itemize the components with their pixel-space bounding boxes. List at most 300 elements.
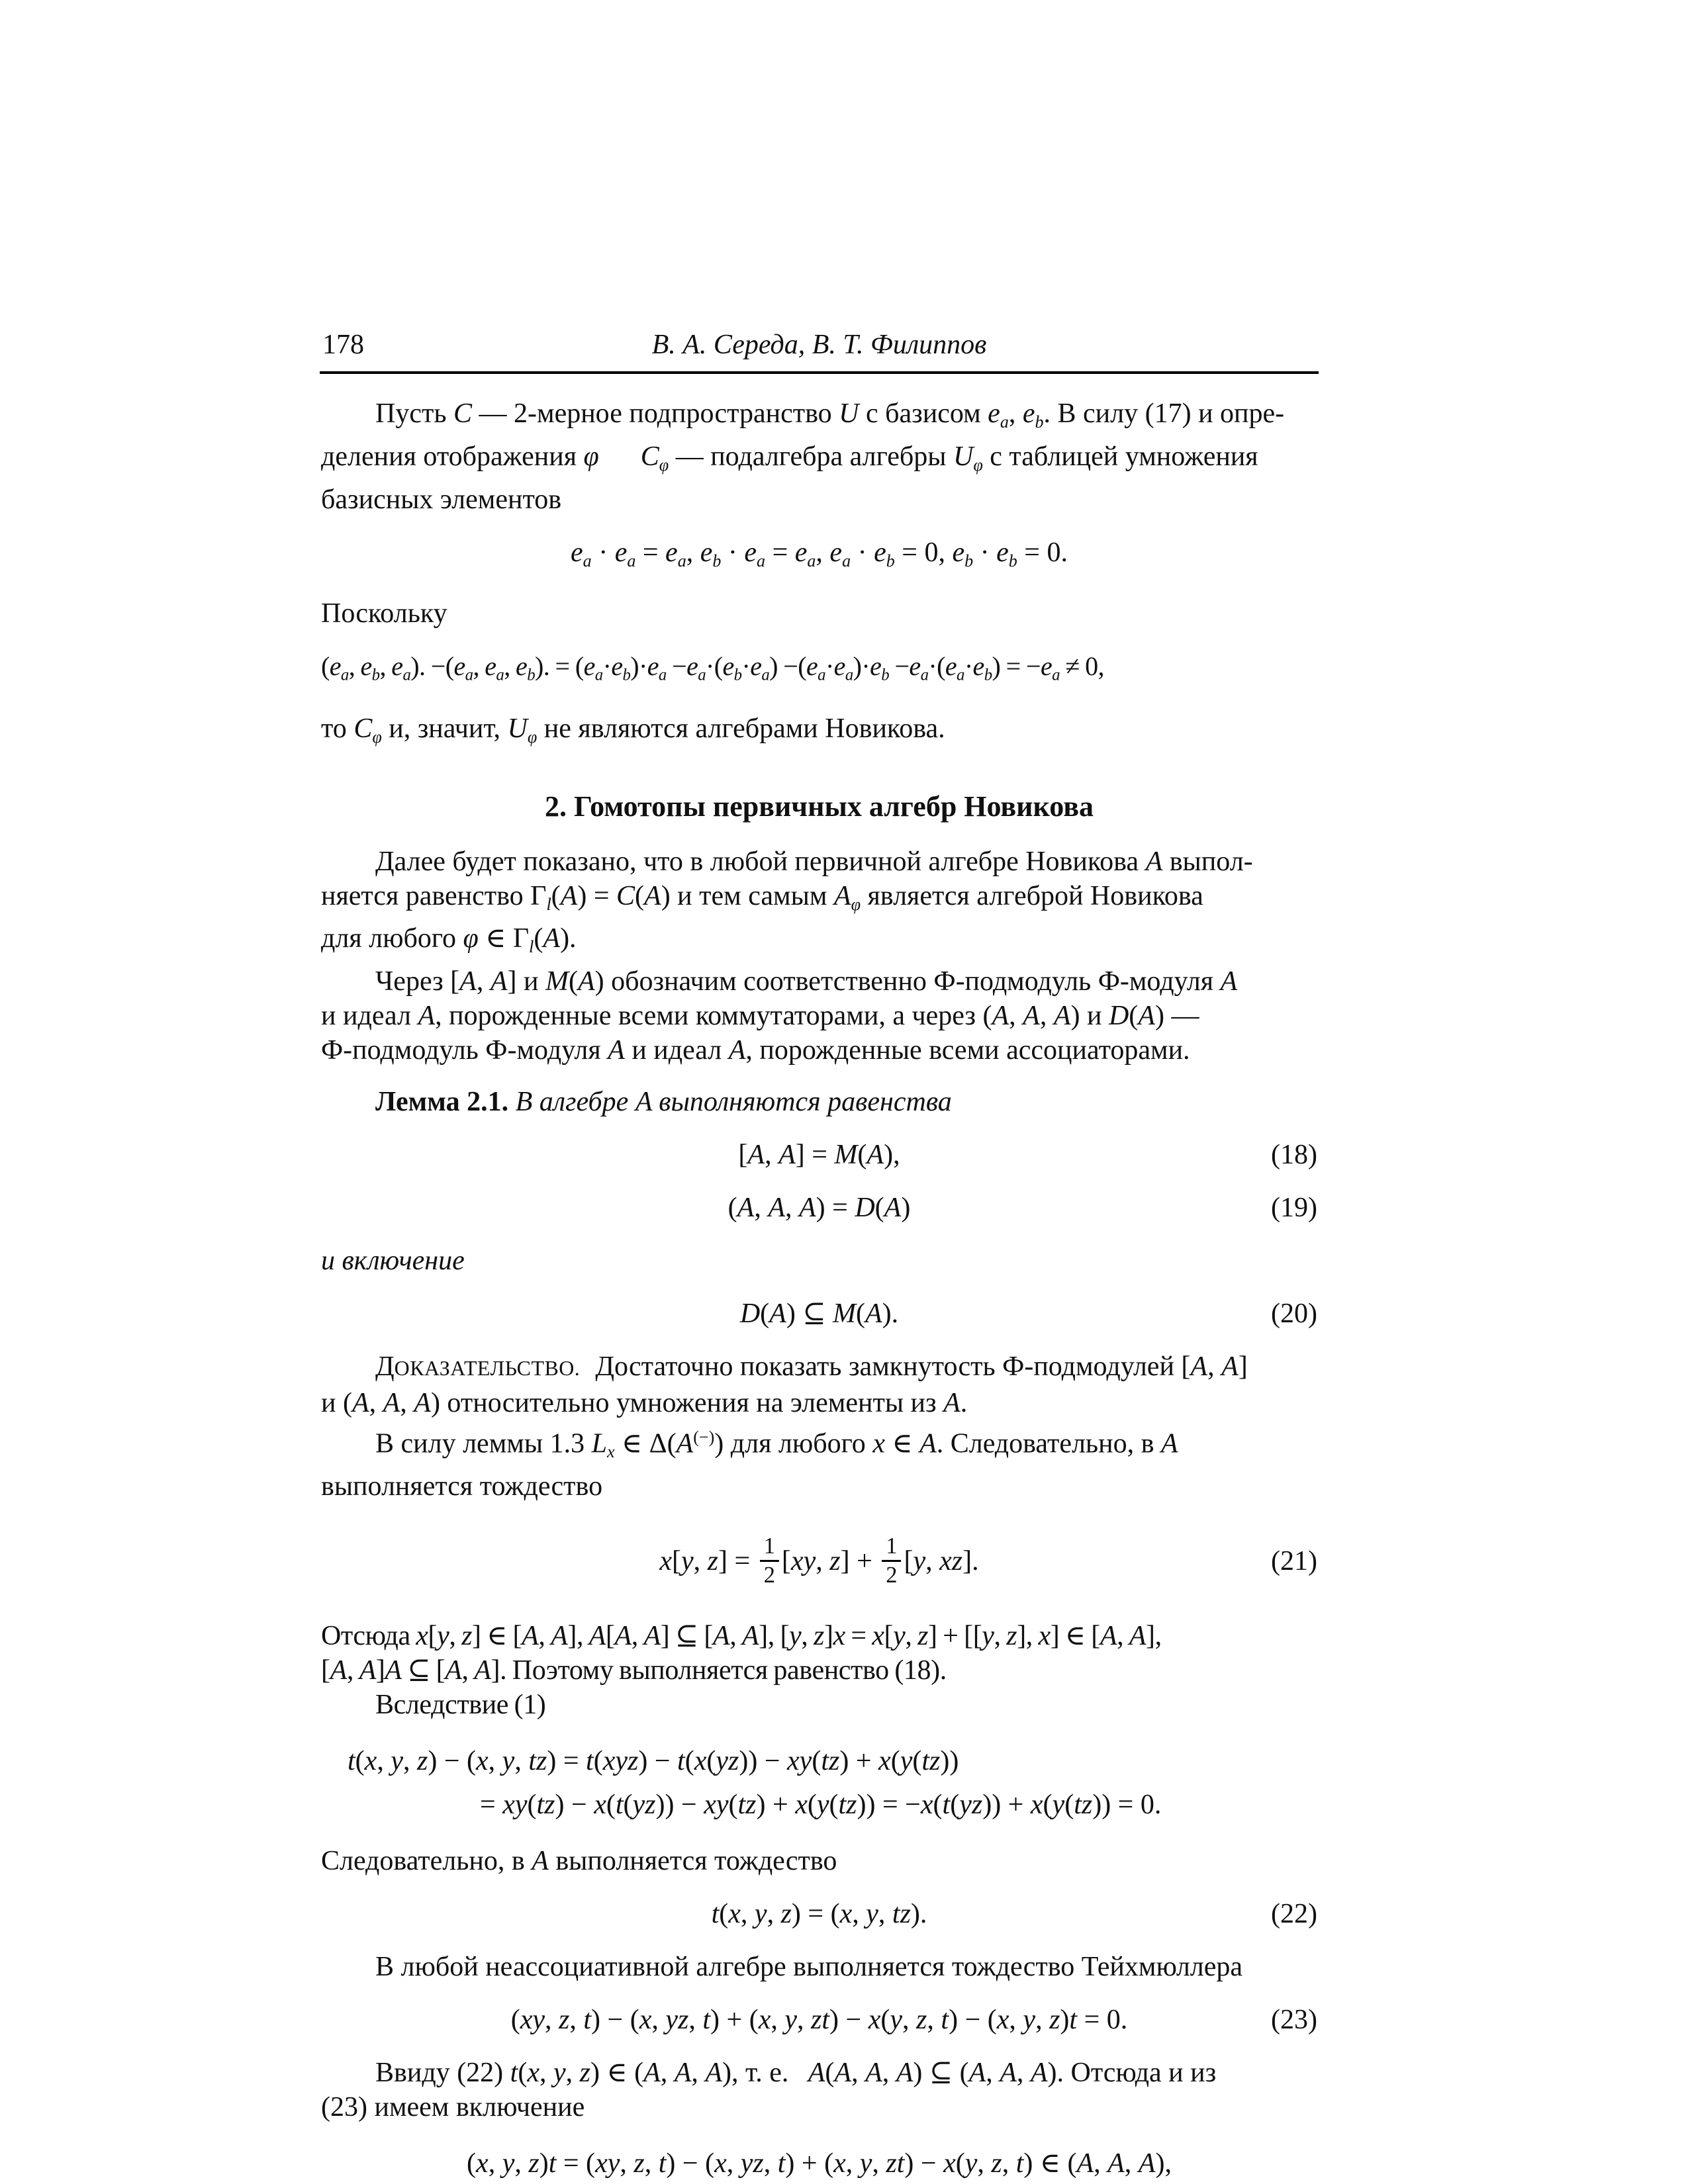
text-run: x	[364, 1746, 377, 1777]
text-run: выполняются равенства	[651, 1087, 952, 1118]
text-line: (x, y, z)t = (xy, z, t) − (x, yz, t) + (x, y, zt) − x(y, z, t) ∈ (A, A, A),	[467, 2148, 1172, 2179]
text-run: x	[872, 1621, 884, 1652]
text-run: yz	[632, 1790, 656, 1821]
text-run: x	[694, 1746, 707, 1777]
text-run: e	[453, 651, 465, 682]
text-run: y	[784, 2005, 798, 2036]
equation-body: x[y, z] = $\frac{1}{2}$ [xy, z] + $\frac{1}{2}$ [y, xz].	[659, 1533, 979, 1588]
text-run: M	[545, 966, 569, 997]
text-run: b	[984, 666, 992, 684]
page-number: 178	[322, 330, 364, 360]
text-run: e	[794, 537, 808, 568]
text-run: A	[769, 1298, 786, 1330]
text-run: A	[896, 2058, 914, 2089]
text-run: e	[722, 651, 734, 682]
display-equation	[321, 1525, 1317, 1598]
text-run: y	[816, 1790, 829, 1821]
text-run: e	[952, 537, 965, 568]
equation-number: (18)	[1271, 1140, 1317, 1171]
text-run: U	[507, 713, 528, 744]
paragraph	[321, 396, 1317, 517]
text-run: x	[639, 2005, 652, 2036]
text-run: A	[644, 880, 661, 911]
text-run: A	[768, 1193, 785, 1224]
text-run: b	[371, 666, 380, 684]
text-run: z	[829, 1546, 841, 1577]
text-run: x	[943, 2148, 956, 2179]
text-run: z	[917, 1621, 929, 1652]
text-run: φ	[463, 923, 479, 954]
text-run: A	[798, 1193, 816, 1224]
text-run: a	[465, 666, 473, 684]
text-run: y	[964, 2148, 978, 2179]
fraction	[760, 1534, 779, 1588]
equation-number: (19)	[1271, 1193, 1317, 1224]
text-run: e	[329, 651, 341, 682]
text-run: e	[571, 537, 583, 568]
text-run: yz	[740, 2148, 764, 2179]
text-run: A	[865, 2058, 882, 2089]
text-run: zt	[886, 2148, 905, 2179]
text-run: x	[659, 1546, 672, 1577]
equation-number: (21)	[1271, 1546, 1317, 1577]
paragraph	[321, 1244, 1317, 1278]
text-run: A	[459, 966, 477, 997]
text-run: a	[1000, 412, 1009, 432]
text-run: A	[943, 1388, 961, 1419]
text-run: z	[416, 1746, 428, 1777]
text-run: t	[548, 2148, 557, 2179]
text-run: e	[516, 651, 528, 682]
text-line: Пусть C — 2-мерное подпространство U с базисом ea, eb. В силу (17) и опре-	[375, 398, 1285, 432]
text-run: a	[920, 666, 929, 684]
text-run: e	[972, 651, 984, 682]
text-run: D	[739, 1298, 761, 1330]
text-line	[321, 1244, 1317, 1278]
text-run: b	[1035, 412, 1044, 432]
text-run: a	[842, 551, 851, 570]
text-line: базисных элементов	[321, 484, 562, 515]
text-run: xyz	[602, 1746, 639, 1777]
text-run: A	[418, 1001, 436, 1032]
text-run: a	[818, 666, 825, 684]
text-run: M	[834, 1140, 858, 1171]
text-run: a	[658, 666, 667, 684]
fraction-denominator: 2	[886, 1563, 898, 1588]
text-run: z	[559, 2005, 570, 2036]
text-run: zt	[811, 2005, 830, 2036]
text-run: yz	[665, 2005, 689, 2036]
text-line: то Cφ и, значит, Uφ не являются алгебрами Новикова.	[321, 713, 945, 747]
fraction	[882, 1534, 901, 1588]
article-content	[321, 396, 1317, 2184]
text-run: l	[546, 894, 551, 914]
equation-body: D(A) ⊆ M(A).	[739, 1298, 899, 1330]
text-run: tz	[821, 1746, 840, 1777]
text-run: t	[1069, 2005, 1078, 2036]
text-run: C	[616, 880, 635, 911]
equation-body: [A, A] = M(A),	[738, 1140, 900, 1171]
text-run: e	[614, 537, 628, 568]
text-run: t	[711, 1899, 720, 1930]
text-run: C	[453, 398, 472, 429]
text-run: U	[839, 398, 859, 429]
equation-body: (ea, eb, ea). −(ea, ea, eb). = (ea·eb)·ea −ea·(eb·ea) −(ea·ea)·eb −ea·(ea·eb) = −ea ≠ 0,	[321, 651, 1104, 684]
text-run: b	[712, 551, 722, 570]
text-run: A	[833, 880, 851, 911]
text-run: U	[953, 441, 974, 472]
text-run: A	[737, 1193, 755, 1224]
text-run: y	[754, 1899, 767, 1930]
text-run: e	[665, 537, 678, 568]
text-run: e	[744, 537, 757, 568]
display-equation	[321, 2003, 1317, 2037]
text-run: A	[330, 1655, 347, 1686]
display-equation	[321, 535, 1317, 578]
text-run: x	[416, 1621, 428, 1652]
text-run: A	[1221, 1351, 1239, 1383]
section-heading: 2. Гомотопы первичных алгебр Новикова	[545, 790, 1094, 823]
text-line: Ф-подмодуль Ф-модуля A и идеал A, порожденные всеми ассоциаторами.	[321, 1035, 1190, 1066]
text-run: y	[1052, 1790, 1065, 1821]
text-line: Далее будет показано, что в любой первичной алгебре Новикова A выпол-	[375, 846, 1253, 877]
text-run: tz	[536, 1790, 555, 1821]
paragraph	[321, 844, 1317, 965]
text-run: A	[445, 1655, 462, 1686]
text-run: z	[916, 2005, 927, 2036]
text-run: A	[1053, 1001, 1071, 1032]
text-run: t	[941, 2005, 949, 2036]
text-run: A	[474, 1655, 491, 1686]
text-run: z	[633, 2148, 645, 2179]
text-run: x	[476, 2148, 489, 2179]
text-run: xy	[790, 1546, 816, 1577]
text-run: A	[1138, 1001, 1155, 1032]
text-run: C	[640, 441, 659, 472]
text-run: t	[348, 1746, 355, 1777]
text-run: A	[741, 1621, 759, 1652]
text-run: A	[352, 1388, 369, 1419]
fraction-denominator: 2	[763, 1563, 775, 1588]
text-run: A	[532, 1846, 549, 1877]
text-run: A	[385, 1655, 402, 1686]
display-equation	[321, 1191, 1317, 1225]
text-run: y	[982, 1621, 994, 1652]
text-run: yz	[716, 1746, 739, 1777]
text-run: yz	[959, 1790, 983, 1821]
text-run: A	[588, 1621, 606, 1652]
text-run: b	[1008, 551, 1017, 570]
text-line: выполняется тождество	[321, 1471, 603, 1502]
text-run: φ	[372, 727, 382, 747]
text-run: tz	[838, 1790, 857, 1821]
text-run: a	[757, 551, 766, 570]
text-run: e	[391, 651, 403, 682]
text-run: A	[635, 1087, 652, 1118]
text-run: a	[340, 666, 349, 684]
text-run: z	[461, 1621, 473, 1652]
text-run: l	[529, 937, 534, 957]
text-run: z	[1006, 1621, 1017, 1652]
paragraph	[321, 596, 1317, 631]
text-line: няется равенство Γl(A) = C(A) и тем самым Aφ является алгеброй Новикова	[321, 880, 1203, 914]
text-run: x	[1038, 1621, 1051, 1652]
text-line: В любой неассоциативной алгебре выполняется тождество Тейхмюллера	[375, 1952, 1243, 1983]
text-run: A	[614, 1621, 632, 1652]
text-run: A	[867, 1140, 884, 1171]
text-run: A	[1000, 2058, 1017, 2089]
text-run: xy	[595, 2148, 620, 2179]
text-run: b	[881, 666, 890, 684]
text-run: xz	[939, 1546, 963, 1577]
text-run: x	[476, 1746, 489, 1777]
text-run: tz	[1074, 1790, 1093, 1821]
text-line: Через [A, A] и M(A) обозначим соответственно Ф-подмодуль Ф-модуля A	[375, 966, 1238, 997]
display-equation	[321, 1138, 1317, 1172]
text-run: e	[833, 651, 845, 682]
text-run: ОКАЗАТЕЛЬСТВО.	[394, 1357, 581, 1381]
text-run: t	[510, 2058, 518, 2089]
text-run: A	[383, 1388, 400, 1419]
text-run: A	[747, 1140, 765, 1171]
equation-number: (23)	[1271, 2005, 1317, 2036]
text-run: x	[527, 2058, 539, 2089]
text-run: A	[676, 1428, 694, 1459]
text-run: t	[677, 1746, 685, 1777]
text-run: y	[391, 1746, 403, 1777]
text-run: y	[681, 1546, 694, 1577]
text-run: A	[1145, 846, 1163, 877]
text-run: M	[833, 1298, 857, 1330]
text-run: x	[728, 1899, 741, 1930]
text-run: A	[577, 966, 595, 997]
text-run: a	[1052, 666, 1060, 684]
paragraph	[321, 1950, 1317, 1984]
text-run: y	[893, 1621, 906, 1652]
text-run: t	[658, 2148, 667, 2179]
text-run: (−)	[693, 1428, 715, 1447]
text-run: y	[866, 1899, 878, 1930]
text-run: A	[522, 1621, 539, 1652]
text-run: A	[1129, 1621, 1147, 1652]
text-run: e	[806, 651, 818, 682]
text-run: A	[674, 2058, 692, 2089]
text-run: xy	[502, 1790, 528, 1821]
paragraph	[321, 1844, 1317, 1878]
text-run: A	[560, 880, 578, 911]
text-run: A	[865, 1298, 882, 1330]
text-run: A	[414, 1388, 431, 1419]
text-run: A	[778, 1140, 796, 1171]
text-run: A	[1023, 1001, 1040, 1032]
text-run: y	[789, 1621, 802, 1652]
text-run: A	[728, 1035, 746, 1066]
paragraph	[321, 711, 1317, 754]
text-run: e	[360, 651, 372, 682]
display-equation	[321, 1297, 1317, 1331]
text-run: b	[622, 666, 631, 684]
text-run: A	[1160, 1428, 1178, 1459]
text-run: A	[919, 1428, 937, 1459]
text-run: φ	[851, 894, 861, 914]
text-run: φ	[973, 455, 983, 475]
text-run: t	[942, 1790, 951, 1821]
equation-body: t(x, y, z) = (x, y, tz).	[711, 1899, 927, 1930]
text-run: y	[502, 2148, 515, 2179]
text-run: tz	[737, 1790, 757, 1821]
text-run: A	[1220, 966, 1238, 997]
text-run: x	[868, 2005, 881, 2036]
text-run: и включение	[321, 1246, 465, 1277]
text-run: Лемма 2.1.	[375, 1087, 509, 1118]
text-line: В силу леммы 1.3 Lx ∈ Δ(A(−)) для любого x ∈ A. Следовательно, в A	[375, 1428, 1178, 1462]
text-run: b	[527, 666, 535, 684]
paragraph	[321, 964, 1317, 1068]
text-run: e	[750, 651, 762, 682]
text-run: A	[359, 1655, 376, 1686]
text-run: tz	[921, 1746, 941, 1777]
text-run: L	[591, 1428, 607, 1459]
text-run: φ	[583, 441, 599, 472]
text-run: A	[1030, 2058, 1048, 2089]
text-run: e	[1022, 398, 1035, 429]
text-run: y	[900, 1746, 913, 1777]
text-run: z	[1049, 2005, 1060, 2036]
text-line: Поскольку	[321, 598, 447, 629]
text-line: для любого φ ∈ Γl(A).	[321, 923, 577, 957]
text-run: y	[913, 1546, 926, 1577]
text-run: A	[992, 1001, 1009, 1032]
running-head-authors: В. А. Середа, В. Т. Филиппов	[651, 330, 987, 360]
paragraph	[321, 1085, 1317, 1119]
display-block	[321, 2142, 1317, 2184]
text-run: t	[702, 2005, 711, 2036]
text-run: φ	[659, 455, 669, 475]
page-header	[321, 329, 1317, 365]
text-run: e	[829, 537, 843, 568]
text-line: (23) имеем включение	[321, 2092, 585, 2123]
text-run: e	[686, 651, 698, 682]
text-run: A	[1100, 1621, 1117, 1652]
text-run: x	[878, 1746, 891, 1777]
text-line: деления отображения φ Cφ — подалгебра алгебры Uφ с таблицей умножения	[321, 441, 1258, 475]
text-run: a	[402, 666, 411, 684]
text-run: x	[758, 2005, 771, 2036]
text-run: x	[1030, 1790, 1043, 1821]
text-run: x	[996, 2005, 1009, 2036]
text-run: z	[707, 1546, 719, 1577]
text-run: z	[528, 2148, 539, 2179]
text-line: и идеал A, порожденные всеми коммутаторами, а через (A, A, A) и D(A) —	[321, 1001, 1199, 1032]
text-run: e	[485, 651, 496, 682]
text-run: xy	[787, 1746, 812, 1777]
text-run: A	[1107, 2148, 1125, 2179]
text-run: x	[839, 1899, 853, 1930]
text-run: y	[890, 2005, 903, 2036]
text-run: A	[884, 1193, 902, 1224]
text-run: t	[583, 2005, 592, 2036]
text-run: x	[714, 2148, 727, 2179]
text-run: A	[1190, 1351, 1208, 1383]
text-run: e	[1040, 651, 1053, 682]
display-equation	[321, 1897, 1317, 1931]
text-run: A	[608, 1035, 625, 1066]
text-run: e	[909, 651, 921, 682]
equation-number: (22)	[1271, 1899, 1317, 1930]
equation-number: (20)	[1271, 1298, 1317, 1330]
equation-body: (A, A, A) = D(A)	[727, 1193, 911, 1224]
text-run: x	[872, 1428, 885, 1459]
text-run: tz	[528, 1746, 547, 1777]
text-run: A	[643, 2058, 661, 2089]
text-line	[375, 1085, 1317, 1119]
text-run: x	[795, 1790, 808, 1821]
text-run: a	[761, 666, 770, 684]
text-run: В алгебре	[508, 1087, 635, 1118]
text-run: x	[594, 1790, 606, 1821]
text-run: y	[1023, 2005, 1036, 2036]
text-run: e	[874, 537, 886, 568]
text-run: xy	[704, 1790, 729, 1821]
text-run: e	[870, 651, 882, 682]
text-run: A	[705, 2058, 723, 2089]
text-run: x	[833, 1621, 845, 1652]
text-run: e	[583, 651, 595, 682]
paragraph	[321, 1619, 1317, 1722]
text-line: Отсюда x[y, z] ∈ [A, A], A[A, A] ⊆ [A, A], [y, z]x = x[y, z] + [[y, z], x] ∈ [A, A],	[321, 1621, 1162, 1652]
paragraph	[321, 1349, 1317, 1420]
text-line: Вследствие (1)	[375, 1690, 546, 1721]
text-run: a	[698, 666, 706, 684]
text-run: a	[957, 666, 964, 684]
text-line: [A, A]A ⊆ [A, A]. Поэтому выполняется равенство (18).	[321, 1655, 947, 1686]
fraction-numerator: 1	[760, 1534, 779, 1562]
text-run: e	[996, 537, 1009, 568]
header-rule	[320, 371, 1319, 374]
text-run: A	[968, 2058, 986, 2089]
text-run: a	[496, 666, 504, 684]
text-run: A	[490, 966, 508, 997]
equation-body: (xy, z, t) − (x, yz, t) + (x, y, zt) − x(y, z, t) − (x, y, z)t = 0.	[510, 2005, 1128, 2036]
paragraph	[321, 2056, 1317, 2124]
text-run: e	[647, 651, 659, 682]
text-run: a	[594, 666, 603, 684]
text-run: y	[553, 2058, 566, 2089]
text-line: Следовательно, в A выполняется тождество	[321, 1846, 837, 1877]
text-run: a	[677, 551, 686, 570]
text-run: A	[643, 1621, 661, 1652]
text-run: A	[834, 2058, 852, 2089]
text-run: A	[808, 2058, 825, 2089]
paragraph	[321, 1420, 1317, 1504]
text-run: b	[964, 551, 974, 570]
text-run: y	[502, 1746, 515, 1777]
text-run: A	[1076, 2148, 1094, 2179]
text-run: x	[920, 1790, 933, 1821]
text-run: D	[1108, 1001, 1129, 1032]
text-run: z	[991, 2148, 1002, 2179]
text-run: y	[437, 1621, 449, 1652]
display-equation	[321, 649, 1317, 692]
fraction-numerator: 1	[882, 1534, 901, 1562]
text-run: φ	[527, 727, 538, 747]
text-run: a	[627, 551, 636, 570]
text-run: e	[945, 651, 957, 682]
text-run: b	[733, 666, 742, 684]
text-line: Ввиду (22) t(x, y, z) ∈ (A, A, A), т. е. A(A, A, A) ⊆ (A, A, A). Отсюда и из	[375, 2058, 1217, 2089]
text-run: x	[833, 2148, 846, 2179]
text-run: t	[1015, 2148, 1024, 2179]
